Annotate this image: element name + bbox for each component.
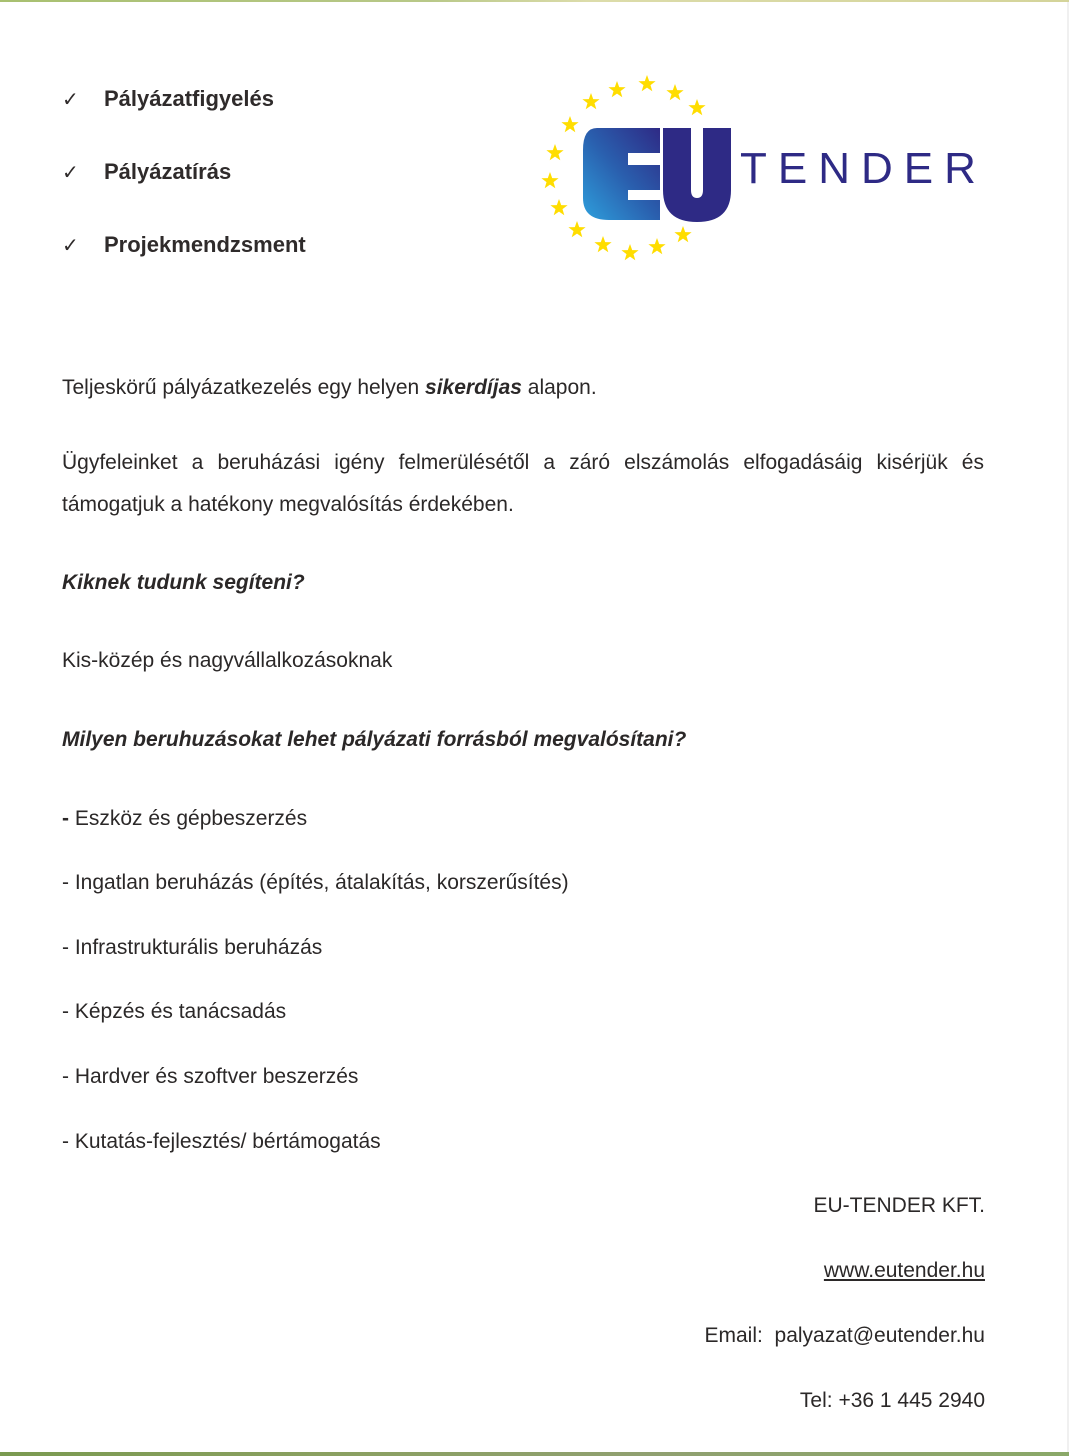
investment-item (62, 1130, 381, 1154)
description-paragraph: Ügyfeleinket a beruházási igény felmerülésétől a záró elszámolás elfogadásáig kisérjük és támogatjuk a hatékony megvalósítás érdekében. (62, 451, 984, 516)
checklist-item (62, 157, 306, 187)
checklist-label: Pályázatírás (104, 159, 232, 184)
logo-graphic (535, 70, 985, 265)
intro-paragraph (62, 376, 597, 400)
email-line (704, 1324, 985, 1348)
investment-item (62, 1065, 358, 1089)
checkmark-icon: ✓ (62, 161, 79, 184)
website-link[interactable]: www.eutender.hu (823, 1259, 985, 1282)
investment-label: Képzés és tanácsadás (69, 1000, 287, 1023)
bottom-border (0, 1452, 1069, 1456)
investment-label: Ingatlan beruházás (építés, átalakítás, korszerűsítés) (69, 871, 569, 894)
company-name: EU-TENDER KFT. (813, 1194, 985, 1217)
checkmark-icon: ✓ (62, 234, 79, 257)
dash-bullet: - (62, 936, 69, 959)
email-label: Email: (704, 1324, 763, 1347)
investment-item (62, 871, 569, 895)
investment-item (62, 1000, 286, 1024)
phone-number: +36 1 445 2940 (838, 1389, 985, 1412)
checklist-label: Pályázatfigyelés (104, 86, 274, 111)
phone-label: Tel: (799, 1389, 833, 1412)
dash-bullet: - (62, 807, 69, 830)
investment-item (62, 936, 322, 960)
investment-label: Kutatás-fejlesztés/ bértámogatás (69, 1130, 381, 1153)
phone-line (800, 1389, 985, 1413)
investment-label: Infrastrukturális beruházás (69, 936, 323, 959)
intro-emphasis: sikerdíjas (425, 376, 522, 399)
answer-text: Kis-közép és nagyvállalkozásoknak (62, 649, 393, 672)
dash-bullet: - (62, 1065, 69, 1088)
question-heading: Kiknek tudunk segíteni? (62, 571, 305, 594)
intro-text-end: alapon. (521, 376, 597, 399)
investment-label: Eszköz és gépbeszerzés (69, 807, 308, 830)
checkmark-icon: ✓ (62, 88, 79, 111)
checklist-item (62, 230, 306, 260)
eu-tender-logo (535, 70, 985, 265)
dash-bullet: - (62, 871, 69, 894)
investment-label: Hardver és szoftver beszerzés (69, 1065, 359, 1088)
logo-wordmark: TENDER (740, 144, 985, 193)
dash-bullet: - (62, 1000, 69, 1023)
dash-bullet: - (62, 1130, 69, 1153)
checklist-label: Projekmendzsment (104, 232, 306, 257)
services-checklist (62, 84, 306, 303)
question-heading: Milyen beruhuzásokat lehet pályázati forrásból megvalósítani? (62, 728, 687, 751)
investment-item (62, 807, 307, 831)
email-address[interactable]: palyazat@eutender.hu (774, 1324, 985, 1347)
checklist-item (62, 84, 306, 114)
top-border (0, 0, 1069, 2)
website-link-wrap (824, 1259, 985, 1283)
eu-mark-icon (583, 128, 731, 222)
intro-text: Teljeskörű pályázatkezelés egy helyen (62, 376, 426, 399)
